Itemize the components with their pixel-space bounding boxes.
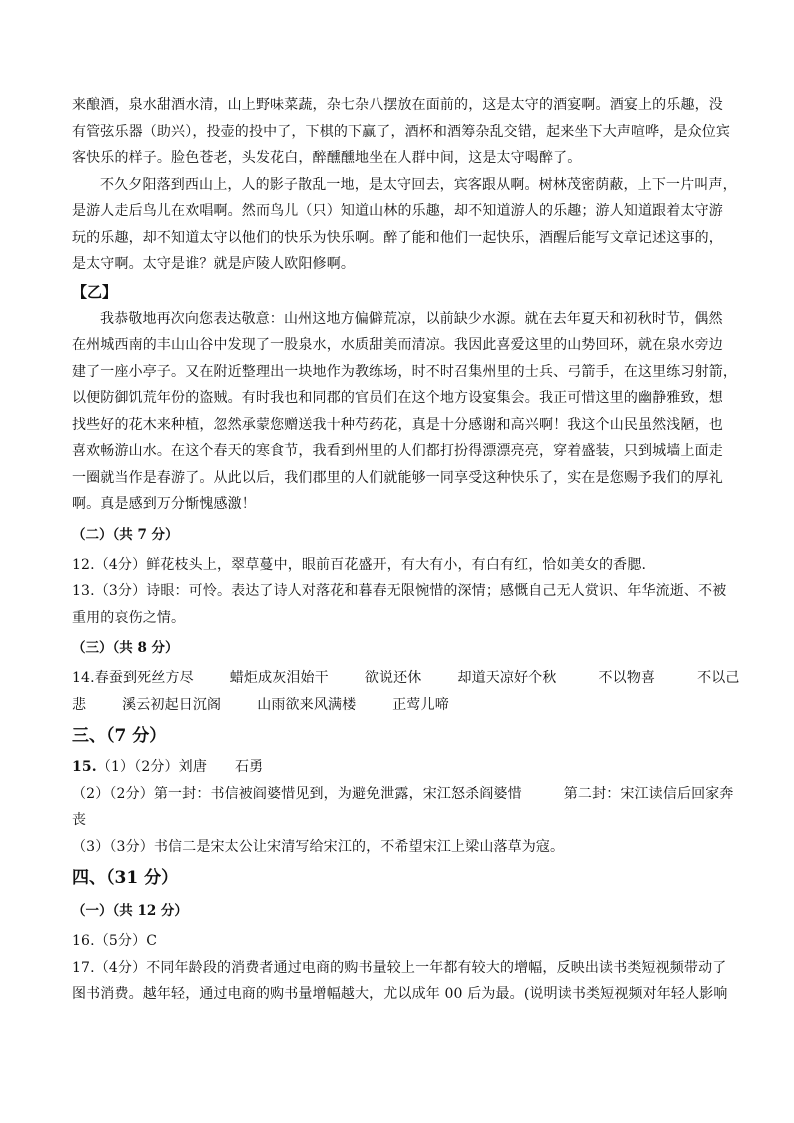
answer-q13-line-2: 重用的哀伤之情。 [72, 609, 186, 626]
answer-q15-2-cont: 丧 [72, 812, 87, 828]
jia-translation-line-3: 客快乐的样子。脸色苍老，头发花白，醉醺醺地坐在人群中间，这是太守喝醉了。 [72, 150, 582, 166]
q15-2-text-a: （2）（2分）第一封：书信被阎婆惜见到，为避免泄露，宋江怒杀阎婆惜 [72, 785, 522, 802]
q14-label: 14. [72, 670, 95, 686]
q14-item: 不以己 [697, 670, 740, 686]
q14-item: 欲说还休 [364, 670, 422, 686]
section4-sub1-heading: （一）（共 12 分） [72, 903, 188, 919]
q15-2-text-b: 第二封：宋江读信后回家奔 [563, 785, 734, 802]
answer-q15-1 [72, 754, 724, 781]
yi-heading: 【乙】 [72, 282, 118, 301]
yi-translation-line-2: 在州城西南的丰山山谷中发现了一股泉水，水质甜美而清凉。我因此喜爱这里的山势回环，就在泉水旁边 [72, 337, 723, 353]
answer-q15-2 [72, 781, 734, 808]
answer-q17-line-1: 17.（4分）不同年龄段的消费者通过电商的购书量较上一年都有较大的增幅，反映出读书类短视频带动了 [72, 959, 727, 976]
jia-translation-line-1: 来酿酒，泉水甜酒水清，山上野味菜蔬，杂七杂八摆放在面前的，这是太守的酒宴啊。酒宴上的乐趣，没 [72, 97, 723, 113]
answer-q16: 16.（5分）C [72, 933, 158, 949]
answer-q17-line-2: 图书消费。越年轻，通过电商的购书量增幅越大，尤以成年 00 后为最。(说明读书类短视频对年轻人影响 [72, 986, 728, 1002]
q14-item: 却道天凉好个秋 [457, 670, 557, 686]
q14-item: 蜡炬成灰泪始干 [229, 670, 329, 686]
jia-para2-line-1: 不久夕阳落到西山上，人的影子散乱一地，是太守回去，宾客跟从啊。树林茂密荫蔽，上下一片叫声， [100, 176, 737, 193]
q14-item: 春蚕到死丝方尽 [94, 670, 194, 686]
answer-q15-3: （3）（3分）书信二是宋太公让宋清写给宋江的，不希望宋江上梁山落草为寇。 [72, 838, 565, 855]
yi-translation-line-3: 建了一座小亭子。又在附近整理出一块地作为教练场，时不时召集州里的士兵、弓箭手，在这里练习射箭， [72, 363, 738, 380]
section3-heading: 三、（7 分） [72, 726, 167, 746]
jia-para2-line-2: 是游人走后鸟儿在欢唱啊。然而鸟儿（只）知道山林的乐趣，却不知道游人的乐趣；游人知道跟着太守游 [72, 203, 723, 219]
q15-label: 15. [72, 759, 97, 775]
answer-q14-row-1 [72, 665, 740, 692]
q14-item: 溪云初起日沉阁 [122, 696, 222, 713]
q14-item: 正莺儿啼 [392, 696, 449, 713]
answer-q14-row-2 [72, 692, 724, 719]
answer-q13-line-1: 13.（3分）诗眼：可怜。表达了诗人对落花和暮春无限惋惜的深情；感慨自己无人赏识、年华流逝、不被 [72, 583, 727, 599]
q15-1-text-b: 石勇 [234, 759, 264, 775]
yi-translation-line-5: 找些好的花木来种植，忽然承蒙您赠送我十种芍药花，真是十分感谢和高兴啊！我这个山民虽然浅陋，也 [72, 416, 723, 433]
q14-item: 悲 [72, 696, 87, 713]
answer-q12: 12.（4分）鲜花枝头上，翠草蔓中，眼前百花盛开，有大有小，有白有红，恰如美女的香腮. [72, 556, 647, 573]
yi-translation-line-4: 以便防御饥荒年份的盗贼。有时我也和同郡的官员们在这个地方设宴集会。我正可惜这里的幽静雅致，想 [72, 390, 723, 406]
q15-1-text: （1）（2分）刘唐 [96, 759, 207, 775]
yi-translation-line-1: 我恭敬地再次向您表达敬意：山州这地方偏僻荒凉，以前缺少水源。就在去年夏天和初秋时节，偶然 [100, 310, 723, 327]
section4-heading: 四、（31 分） [72, 868, 179, 888]
part2-heading: （二）（共 7 分） [72, 526, 179, 543]
jia-translation-line-2: 有管弦乐器（助兴），投壶的投中了，下棋的下赢了，酒杯和酒筹杂乱交错，起来坐下大声喧哗，是众位宾 [72, 123, 731, 140]
part3-heading: （三）（共 8 分） [72, 640, 179, 656]
document-page [72, 92, 740, 1008]
q14-item: 不以物喜 [598, 670, 656, 686]
yi-translation-line-8: 啊。真是感到万分惭愧感激！ [72, 496, 256, 512]
yi-translation-line-6: 喜欢畅游山水。在这个春天的寒食节，我看到州里的人们都打扮得漂漂亮亮，穿着盛装，只到城墙上面走 [72, 443, 723, 459]
jia-para2-line-3: 玩的乐趣，却不知道太守以他们的快乐为快乐啊。醉了能和他们一起快乐，酒醒后能写文章记述这事的， [72, 229, 723, 246]
yi-translation-line-7: 一圈就当作是春游了。从此以后，我们郡里的人们就能够一同享受这种快乐了，实在是您赐予我们的厚礼 [72, 469, 723, 486]
jia-para2-line-4: 是太守啊。太守是谁？就是庐陵人欧阳修啊。 [72, 256, 355, 272]
q14-item: 山雨欲来风满楼 [257, 696, 357, 713]
